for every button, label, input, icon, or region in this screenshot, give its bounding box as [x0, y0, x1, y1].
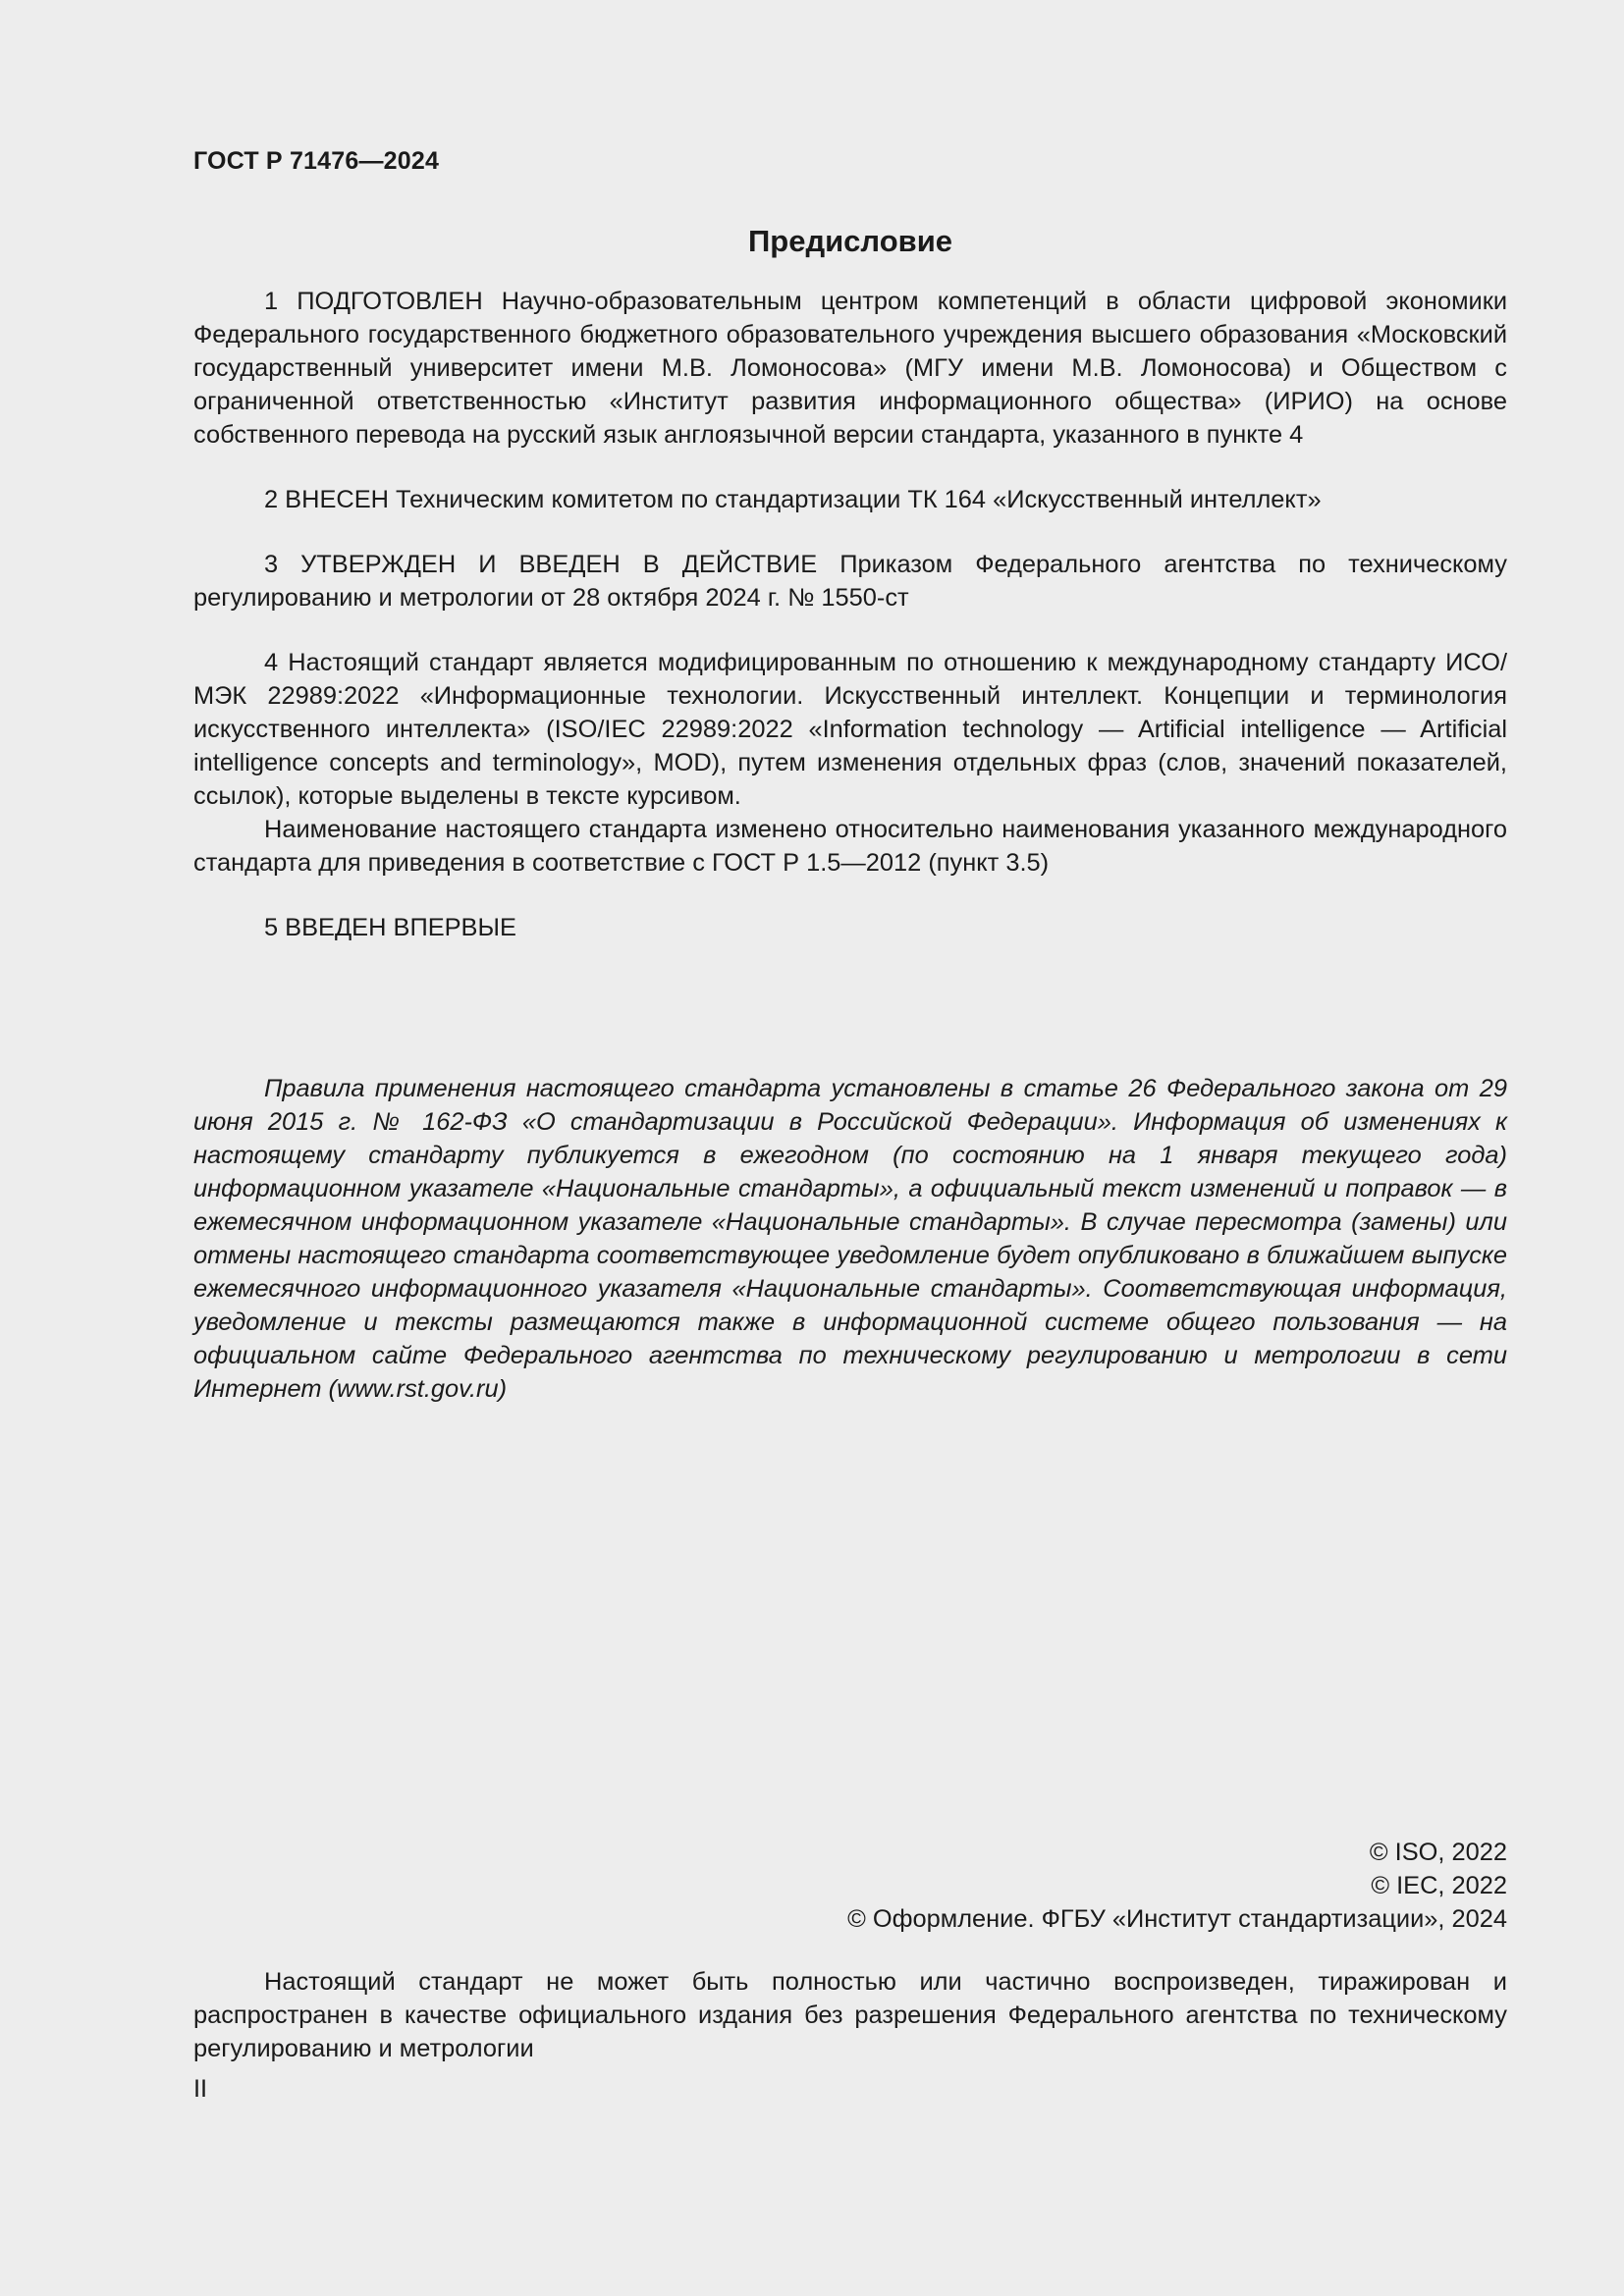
application-rules-text: Правила применения настоящего стандарта установлены в статье 26 Федерального закона от 29 июня 2015 г. № 162-ФЗ «О стандартизации в Российской Федерации». Информация об изменениях к настоящему стандарту публикуется в ежегодном (по состоянию на 1 января текущего года) информационном указателе «Национальные стандарты», а официальный текст изменений и поправок — в ежемесячном информационном указателе «Национальные стандарты». В случае пересмотра (замены) или отмены настоящего стандарта соответствующее уведомление будет опубликовано в ближайшем выпуске ежемесячного информационного указателя «Национальные стандарты». Соответствующая информация, уведомление и тексты размещаются также в информационной системе общего пользования — на официальном сайте Федерального агентства по техническому регулированию и метрологии в сети Интернет (www.rst.gov.ru) — [193, 1075, 1507, 1403]
application-rules-notice — [193, 1072, 1507, 1406]
copyright-iso: © ISO, 2022 — [1369, 1839, 1507, 1866]
preface-item-2: 2 ВНЕСЕН Техническим комитетом по стандартизации ТК 164 «Искусственный интеллект» — [264, 486, 1322, 513]
copyright-design: © Оформление. ФГБУ «Институт стандартизации», 2024 — [847, 1905, 1507, 1933]
copyright-block — [193, 1836, 1507, 1936]
page-number: II — [193, 2075, 208, 2103]
reproduction-notice-text: Настоящий стандарт не может быть полностью или частично воспроизведен, тиражирован и распространен в качестве официального издания без разрешения Федерального агентства по техническому регулированию и метрологии — [193, 1968, 1507, 2062]
preface-item-4: 4 Настоящий стандарт является модифицированным по отношению к международному стандарту ИСО/МЭК 22989:2022 «Информационные технологии. Искусственный интеллект. Концепции и терминология искусственного интеллекта» (ISO/IEC 22989:2022 «Information technology — Artificial intelligence — Artificial intelligence concepts and terminology», MOD), путем изменения отдельных фраз (слов, значений показателей, ссылок), которые выделены в тексте курсивом. — [193, 649, 1507, 810]
preface-item-3: 3 УТВЕРЖДЕН И ВВЕДЕН В ДЕЙСТВИЕ Приказом Федерального агентства по техническому регулированию и метрологии от 28 октября 2024 г. № 1550-ст — [193, 551, 1507, 612]
preface-item-1: 1 ПОДГОТОВЛЕН Научно-образовательным центром компетенций в области цифровой экономики Федерального государственного бюджетного образовательного учреждения высшего образования «Московский государственный университет имени М.В. Ломоносова» (МГУ имени М.В. Ломоносова) и Обществом с ограниченной ответственностью «Институт развития информационного общества» (ИРИО) на основе собственного перевода на русский язык англоязычной версии стандарта, указанного в пункте 4 — [193, 288, 1507, 449]
document-code: ГОСТ Р 71476—2024 — [193, 147, 440, 175]
preface-item-4-note: Наименование настоящего стандарта изменено относительно наименования указанного международного стандарта для приведения в соответствие с ГОСТ Р 1.5—2012 (пункт 3.5) — [193, 816, 1507, 877]
reproduction-notice — [193, 1965, 1507, 2065]
page-title: Предисловие — [747, 224, 952, 258]
preface-item-5: 5 ВВЕДЕН ВПЕРВЫЕ — [264, 914, 516, 941]
copyright-iec: © IEC, 2022 — [1371, 1872, 1507, 1899]
document-page — [193, 0, 1507, 2296]
preface-section — [193, 285, 1507, 944]
